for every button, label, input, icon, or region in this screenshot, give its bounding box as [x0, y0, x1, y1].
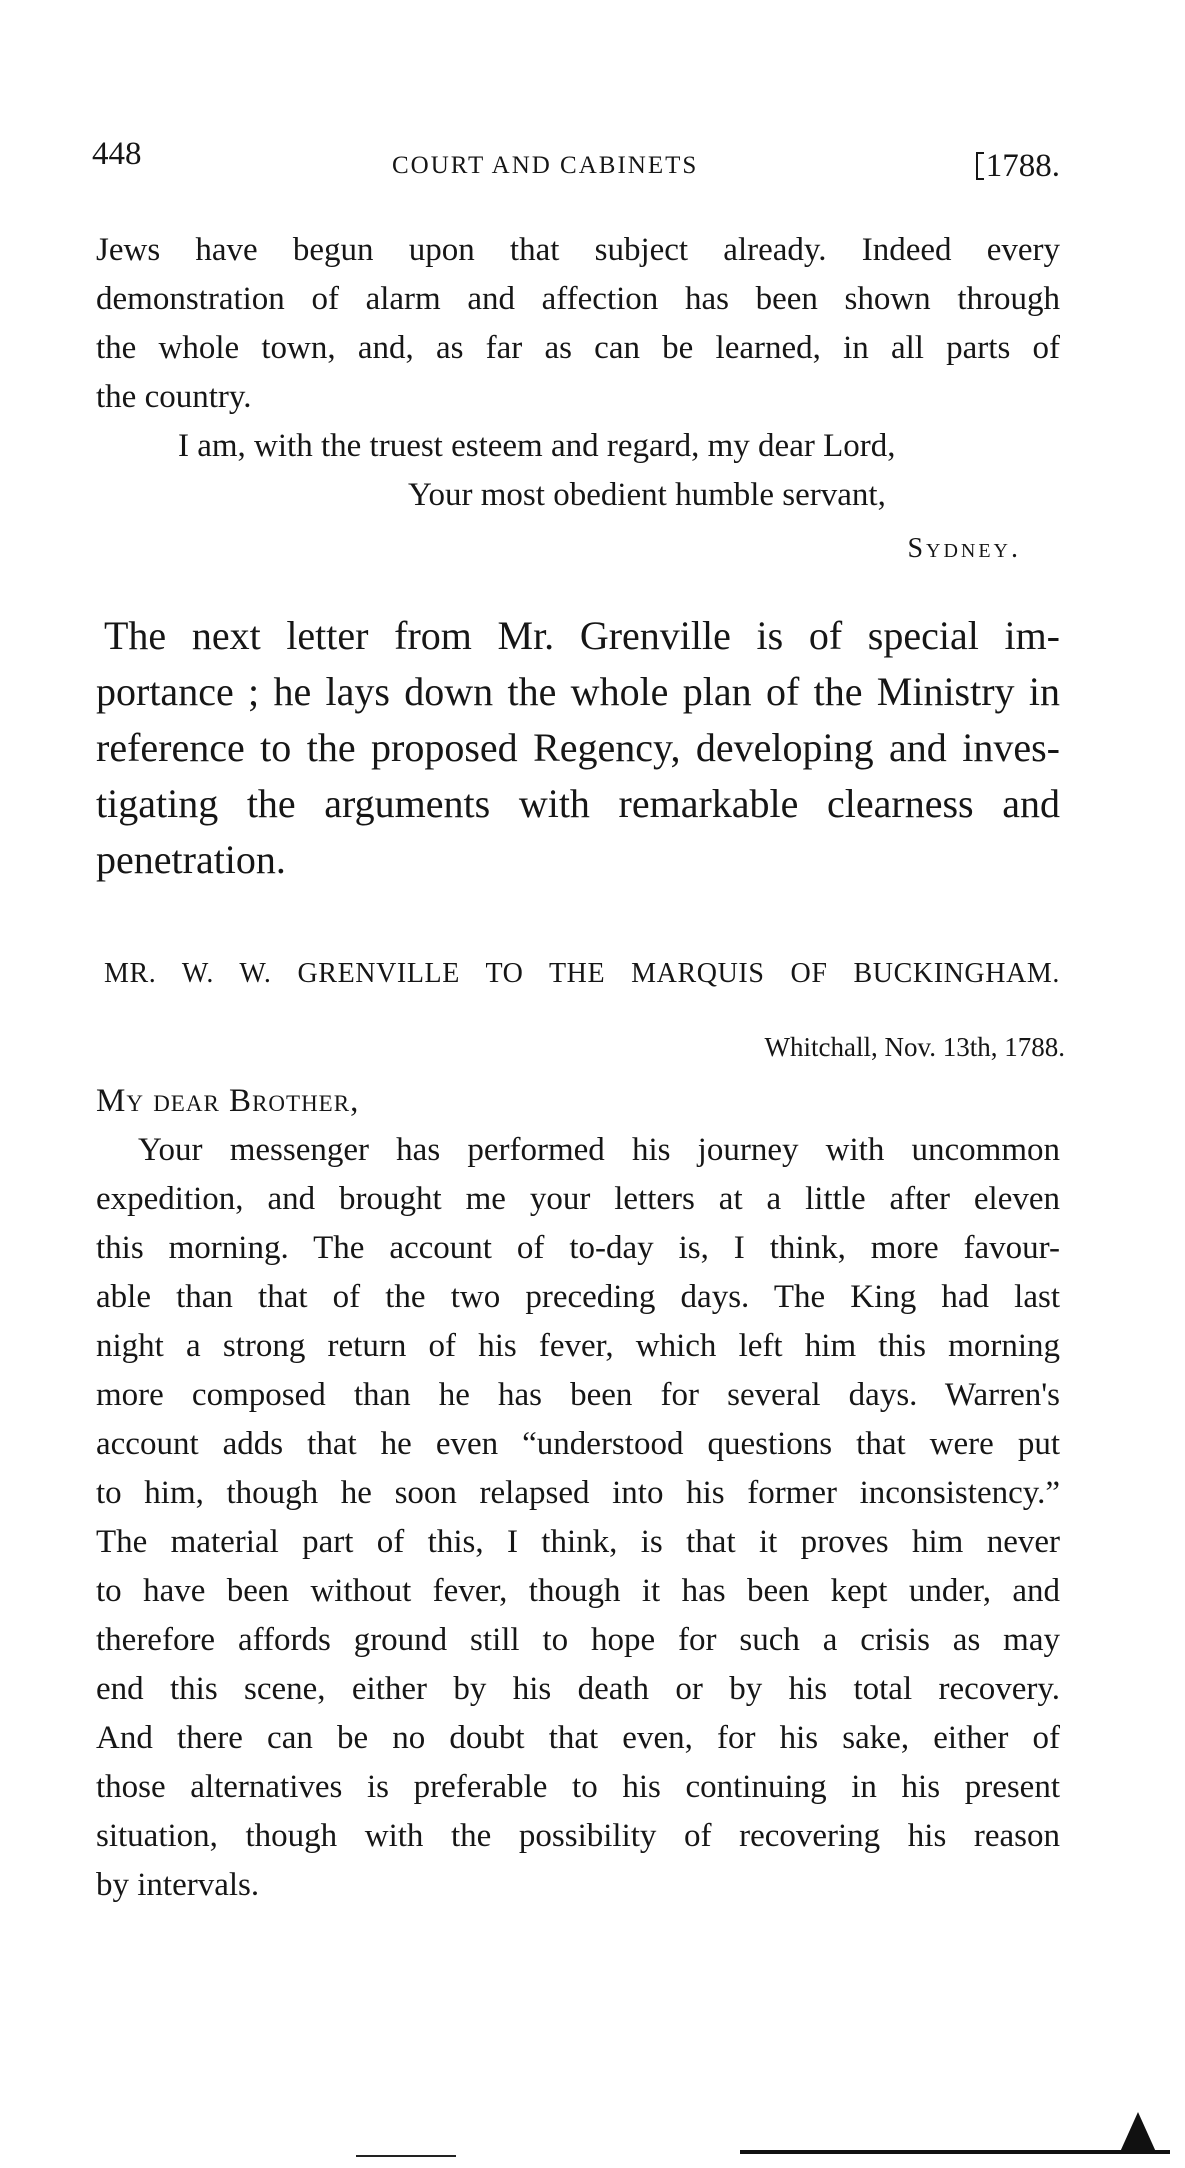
letter-line: therefore affords ground still to hope for such a crisis as may	[96, 1622, 1060, 1658]
running-title: COURT AND CABINETS	[392, 152, 699, 179]
letter-line: account adds that he even “understood questions that were put	[96, 1426, 1060, 1462]
letter-line: those alternatives is preferable to his continuing in his present	[96, 1769, 1060, 1805]
closing-line: I am, with the truest esteem and regard, my dear Lord,	[178, 428, 896, 464]
letter-line: end this scene, either by his death or by his total recovery.	[96, 1671, 1060, 1707]
letter-line: able than that of the two preceding days. The King had last	[96, 1279, 1060, 1315]
text-line: the country.	[96, 379, 252, 415]
letter-line: And there can be no doubt that even, for his sake, either of	[96, 1720, 1060, 1756]
text-line: Jews have begun upon that subject already. Indeed every	[96, 232, 1060, 268]
letter-line: expedition, and brought me your letters at a little after eleven	[96, 1181, 1060, 1217]
letter-line: more composed than he has been for several days. Warren's	[96, 1377, 1060, 1413]
letter-line: this morning. The account of to-day is, I think, more favour-	[96, 1230, 1060, 1266]
ink-blot-icon	[1120, 2112, 1156, 2152]
letter-heading: MR. W. W. GRENVILLE TO THE MARQUIS OF BUCKINGHAM.	[104, 958, 1060, 989]
letter-line: to him, though he soon relapsed into his former inconsistency.”	[96, 1475, 1060, 1511]
page-number: 448	[92, 136, 142, 172]
running-year	[976, 148, 1060, 185]
letter-line: Your messenger has performed his journey with uncommon	[138, 1132, 1060, 1168]
year-text: 1788.	[985, 148, 1060, 184]
letter-dateline: Whitchall, Nov. 13th, 1788.	[764, 1032, 1065, 1062]
letter-line: to have been without fever, though it has been kept under, and	[96, 1573, 1060, 1609]
scan-rule-left	[356, 2155, 456, 2157]
letter-line: The material part of this, I think, is that it proves him never	[96, 1524, 1060, 1560]
bracket-icon	[976, 152, 984, 180]
text-line: the whole town, and, as far as can be learned, in all parts of	[96, 330, 1060, 366]
commentary-line: The next letter from Mr. Grenville is of special im-	[104, 613, 1060, 658]
letter-salutation: My dear Brother,	[96, 1083, 360, 1119]
closing-line-2: Your most obedient humble servant,	[408, 477, 886, 513]
commentary-line: tigating the arguments with remarkable clearness and	[96, 781, 1060, 826]
running-header	[92, 136, 1060, 186]
commentary-line: penetration.	[96, 837, 286, 882]
scan-rule-right	[740, 2150, 1170, 2154]
text-line: demonstration of alarm and affection has been shown through	[96, 281, 1060, 317]
commentary-line: portance ; he lays down the whole plan of the Ministry in	[96, 669, 1060, 714]
letter-line: situation, though with the possibility of recovering his reason	[96, 1818, 1060, 1854]
letter-line: by intervals.	[96, 1867, 260, 1903]
signature: Sydney.	[907, 533, 1021, 564]
commentary-line: reference to the proposed Regency, developing and inves-	[96, 725, 1060, 770]
letter-line: night a strong return of his fever, which left him this morning	[96, 1328, 1060, 1364]
